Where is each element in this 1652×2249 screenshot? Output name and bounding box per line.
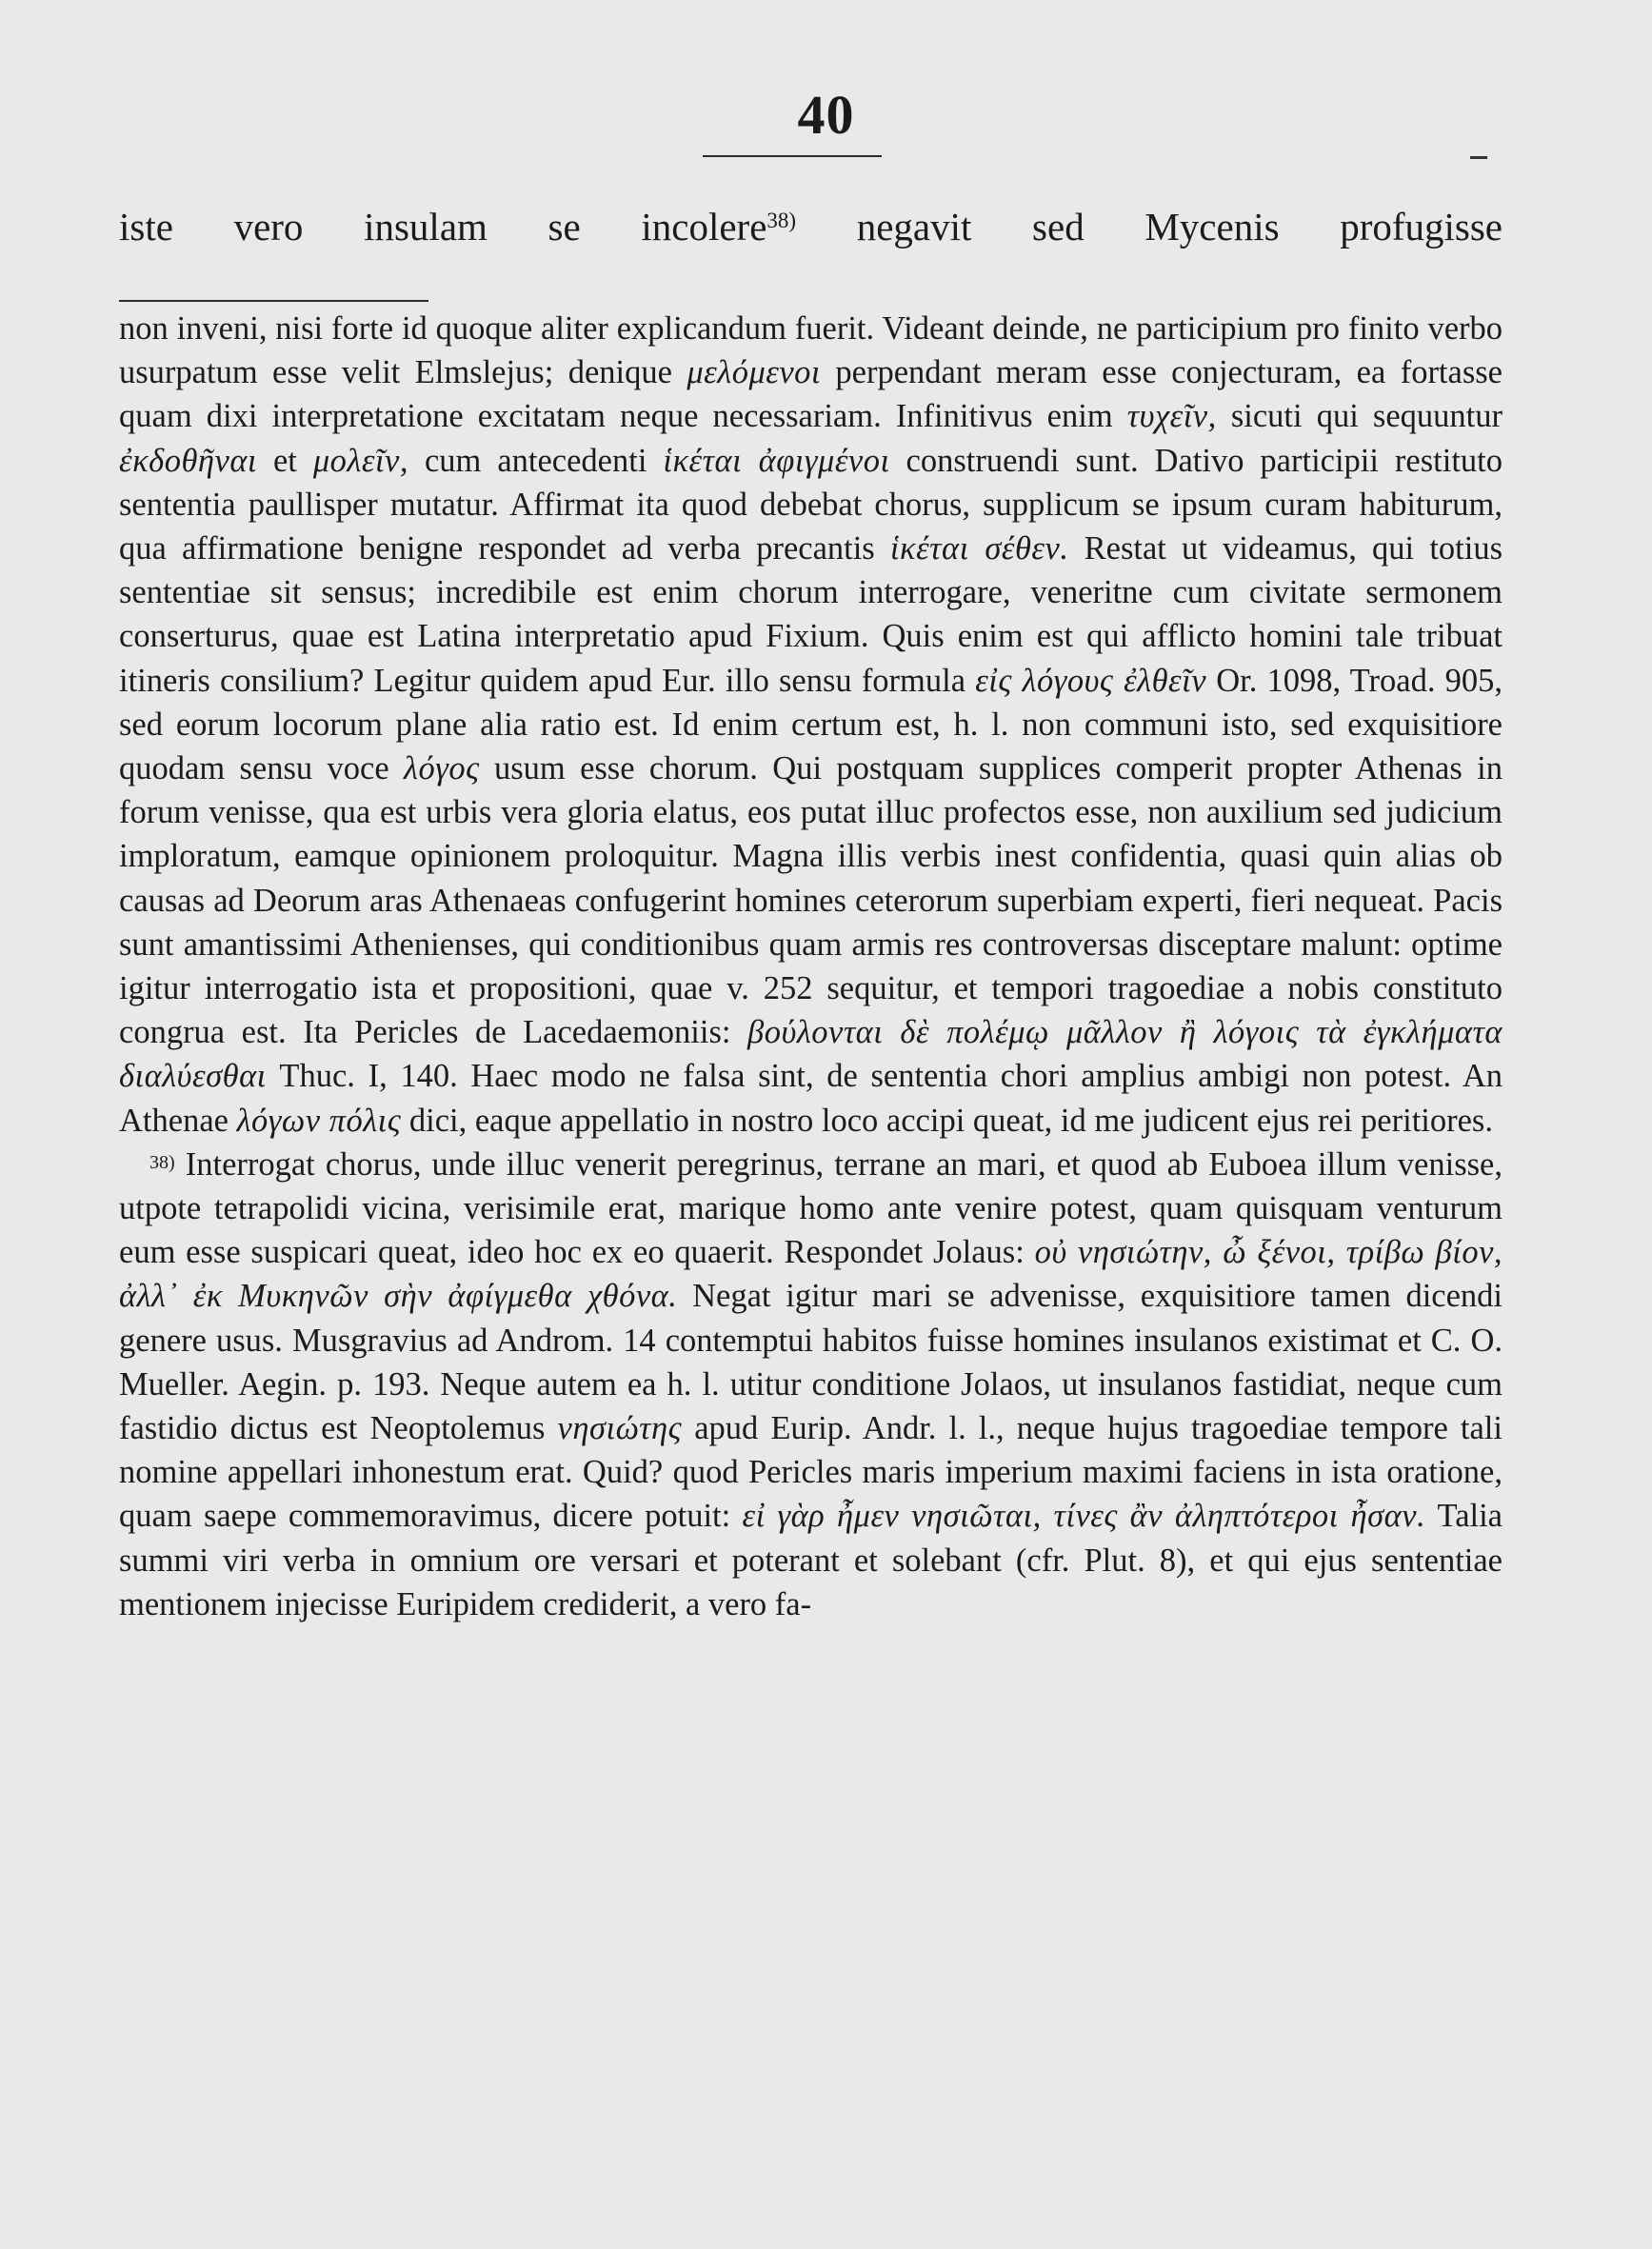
greek-quotation: λόγος [404,750,480,787]
greek-quotation: λόγων πόλις [236,1102,402,1139]
footnote-text: usum esse chorum. Qui postquam supplices comperit propter Athenas in forum venisse, qua est urbis vera gloria elatus, eos putat illuc profectos esse, non auxilium sed judicium imploratum, eamque opinionem proloquitur. Magna illis verbis inest confidentia, quasi quin alias ob causas ad Deorum aras Athenaeas confugerint homines ceterorum superbiam experti, fieri nequeat. Pacis sunt amantissimi Athenienses, qui conditionibus quam armis res controversas disceptare malunt: optime igitur interrogatio ista et propositioni, quae v. 252 sequitur, et tempori tragoediae a nobis constituto congrua est. Ita Pericles de Lacedaemoniis: [119,750,1503,1051]
footnote-text: construendi sunt. Dativo participii restituto sententia paullisper mutatur. Affirmat ita quod debebat chorus, supplicum se ipsum curam habiturum, qua affirmatione benigne respondet ad verba precantis [119,442,1503,567]
greek-quotation: οὐ νησιώτην, ὦ ξένοι, τρίβω βίον, ἀλλ᾽ ἐκ Μυκηνῶν σὴν ἀφίγμεθα χθόνα. [119,1234,1503,1315]
greek-quotation: μολεῖν, [312,442,408,479]
footnote-text: Or. 1098, Troad. 905, sed eorum locorum plane alia ratio est. Id enim certum est, h. l. non communi isto, sed exquisitiore quodam sensu voce [119,662,1503,787]
footnote-separator-rule [119,300,428,302]
greek-quotation: ἐκδοθῆναι [119,442,258,479]
footnote-text: Thuc. I, 140. Haec modo ne falsa sint, de sententia chori amplius ambigi non potest. An Athenae [119,1058,1503,1139]
main-text-start: iste vero insulam se incolere [119,205,767,249]
greek-quotation: μελόμενοι [687,354,822,391]
main-text-end: negavit sed Mycenis profugisse [856,205,1503,249]
footnote-text: perpendant meram esse conjecturam, ea fortasse quam dixi interpretatione excitatam neque necessariam. Infinitivus enim [119,354,1503,435]
main-text-line [119,202,1503,251]
greek-quotation: νησιώτης [557,1410,683,1447]
corner-mark [1470,156,1487,159]
footnote-text: Interrogat chorus, unde illuc venerit peregrinus, terrane an mari, et quod ab Euboea illum venisse, utpote tetrapolidi vicina, verisimile erat, marique homo ante venire potest, quam quisquam venturum eum esse suspicari queat, ideo hoc ex eo quaerit. Respondet Jolaus: [119,1145,1503,1271]
footnote-text: et [257,442,313,479]
greek-quotation: βούλονται δὲ πολέμῳ μᾶλλον ἢ λόγοις τὰ ἐγκλήματα διαλύεσθαι [119,1014,1503,1095]
footnote-text: Talia summi viri verba in omnium ore versari et poterant et solebant (cfr. Plut. 8), et qui ejus sententiae mentionem injecisse Euripidem crediderit, a vero fa- [119,1498,1503,1622]
greek-quotation: τυχεῖν, [1126,398,1217,435]
greek-quotation: εἰς λόγους ἐλθεῖν [975,662,1207,699]
greek-quotation: ἱκέται ἀφιγμένοι [663,442,890,479]
footnote-text: Restat ut videamus, qui totius sententiae sit sensus; incredibile est enim chorum interrogare, veneritne cum civitate sermonem conserturus, quae est Latina interpretatio apud Fixium. Quis enim est qui afflicto homini tale tribuat itineris consilium? Legitur quidem apud Eur. illo sensu formula [119,530,1503,699]
page-number: 40 [797,84,855,146]
footnote-continuation [119,307,1503,1143]
footnote-text: non inveni, nisi forte id quoque aliter explicandum fuerit. Videant deinde, ne participium pro finito verbo usurpatum esse velit Elmslejus; denique [119,310,1503,391]
footnote-reference: 38) [766,209,797,232]
footnote-text: dici, eaque appellatio in nostro loco accipi queat, id me judicent ejus rei peritiores. [401,1102,1493,1139]
page-number-rule [703,155,882,157]
footnote-text: apud Eurip. Andr. l. l., neque hujus tragoediae tempore tali nomine appellari inhonestum erat. Quid? quod Pericles maris imperium maximi faciens in ista oratione, quam saepe commemoravimus, dicere potuit: [119,1410,1503,1535]
footnote-38 [119,1143,1503,1626]
footnote-text: sicuti qui sequuntur [1216,398,1503,435]
footnotes-block [119,307,1503,1626]
footnote-text: Negat igitur mari se advenisse, exquisitiore tamen dicendi genere usus. Musgravius ad Androm. 14 contemptui habitos fuisse homines insulanos existimat et C. O. Mueller. Aegin. p. 193. Neque autem ea h. l. utitur conditione Jolaos, ut insulanos fastidiat, neque cum fastidio dictus est Neoptolemus [119,1278,1503,1447]
greek-quotation: ἱκέται σέθεν. [889,530,1069,567]
greek-quotation: εἰ γὰρ ἦμεν νησιῶται, τίνες ἂν ἀληπτότεροι ἦσαν. [742,1498,1426,1535]
footnote-text: cum antecedenti [408,442,664,479]
footnote-marker: 38) [149,1151,175,1173]
